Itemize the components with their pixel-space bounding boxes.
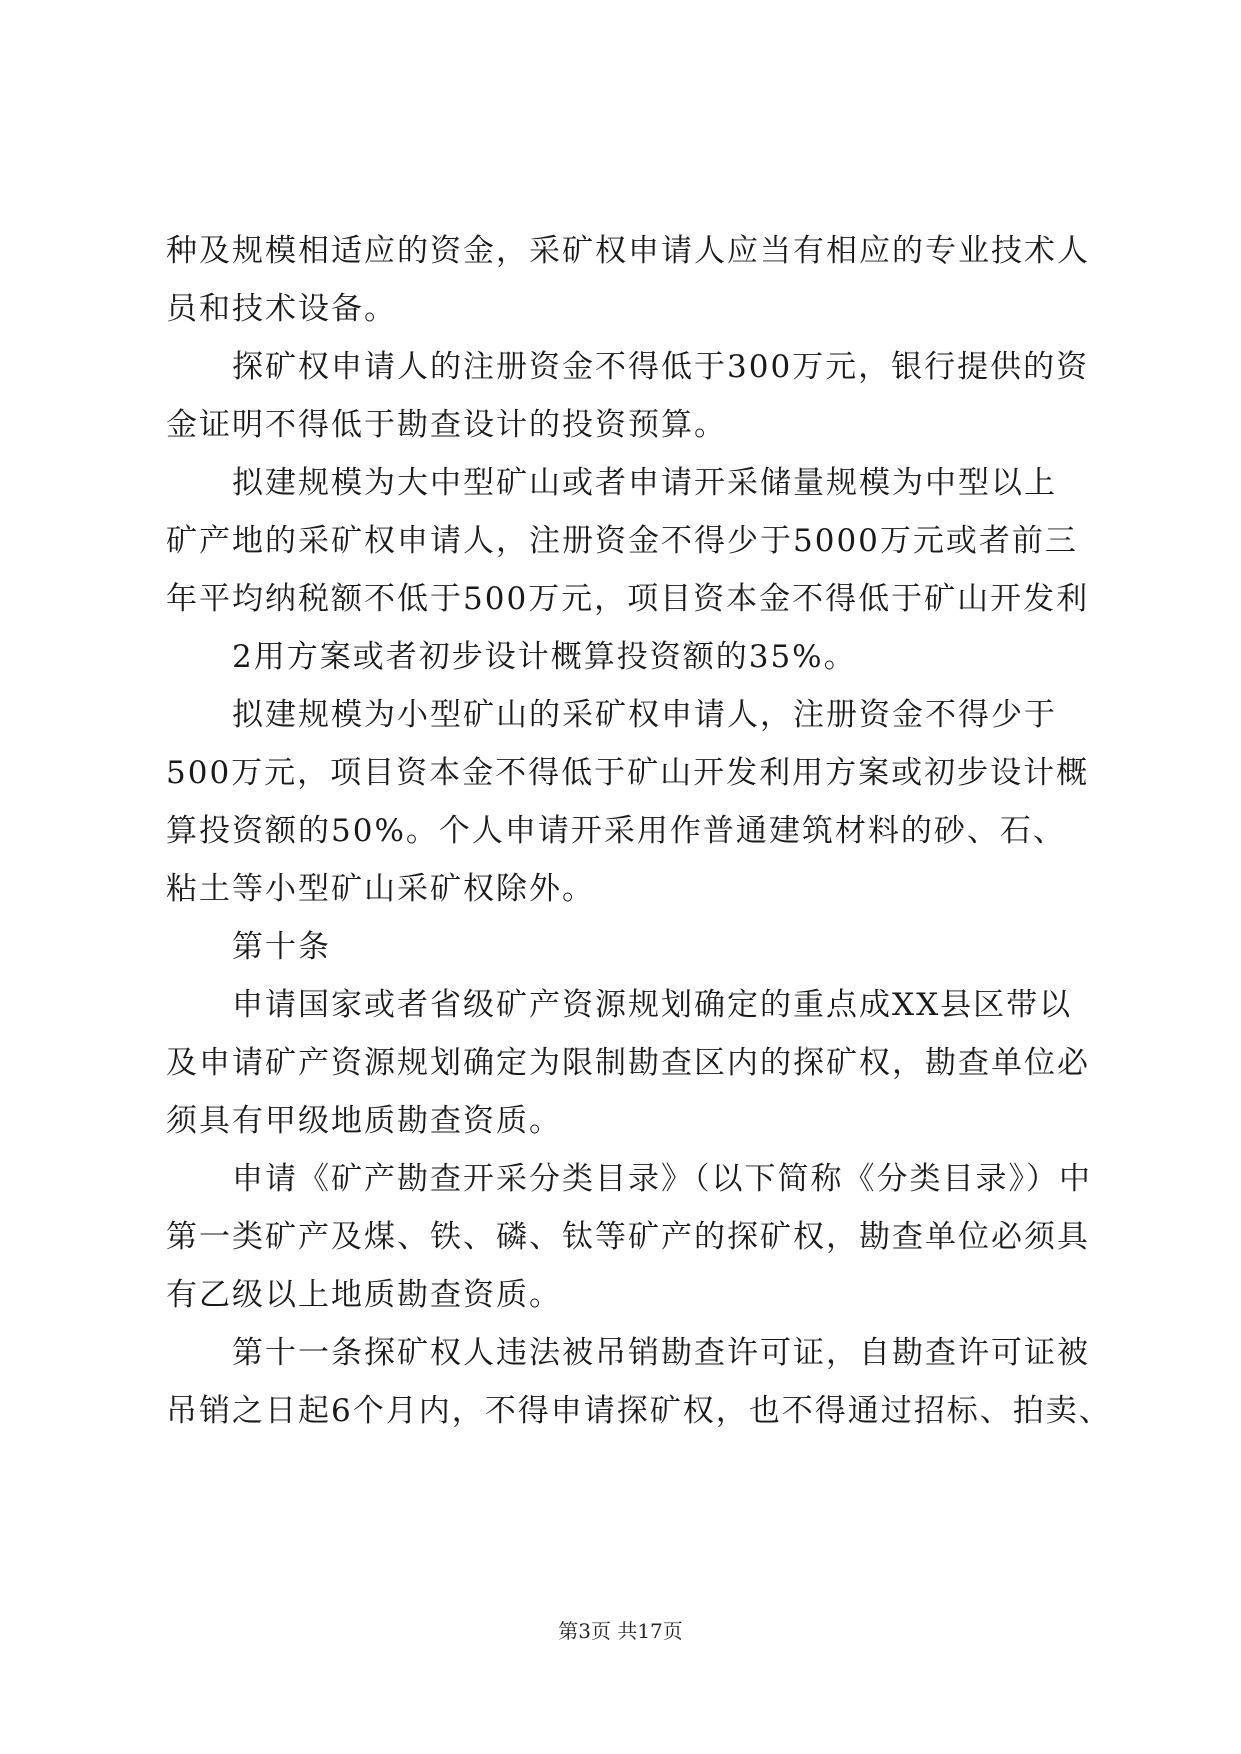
text-line: 年平均纳税额不低于500万元，项目资本金不得低于矿山开发利 [166, 581, 1090, 617]
text-line: 第一类矿产及煤、铁、磷、钛等矿产的探矿权，勘查单位必须具 [166, 1219, 1090, 1255]
document-body [166, 222, 1112, 1440]
text-line: 算投资额的50%。个人申请开采用作普通建筑材料的砂、石、 [166, 813, 1066, 849]
text-line: 吊销之日起6个月内，不得申请探矿权，也不得通过招标、拍卖、 [166, 1393, 1112, 1429]
text-line: 拟建规模为小型矿山的采矿权申请人，注册资金不得少于 [232, 697, 1057, 733]
text-line: 及申请矿产资源规划确定为限制勘查区内的探矿权，勘查单位必 [166, 1045, 1090, 1081]
section-heading: 第十条 [232, 929, 331, 965]
text-line: 有乙级以上地质勘查资质。 [166, 1277, 562, 1313]
text-line: 2用方案或者初步设计概算投资额的35%。 [232, 639, 857, 675]
text-line: 粘土等小型矿山采矿权除外。 [166, 871, 595, 907]
text-line: 探矿权申请人的注册资金不得低于300万元，银行提供的资 [232, 349, 1090, 385]
text-line: 金证明不得低于勘查设计的投资预算。 [166, 407, 727, 443]
text-line: 种及规模相适应的资金，采矿权申请人应当有相应的专业技术人 [166, 233, 1090, 269]
page-footer: 第3页 共17页 [558, 1619, 683, 1643]
text-line: 第十一条探矿权人违法被吊销勘查许可证，自勘查许可证被 [232, 1335, 1090, 1371]
text-line: 500万元，项目资本金不得低于矿山开发利用方案或初步设计概 [166, 755, 1090, 791]
text-line: 拟建规模为大中型矿山或者申请开采储量规模为中型以上 [232, 465, 1057, 501]
text-line: 员和技术设备。 [166, 291, 397, 327]
text-line: 须具有甲级地质勘查资质。 [166, 1103, 562, 1139]
text-line: 申请《矿产勘查开采分类目录》（以下简称《分类目录》）中 [232, 1161, 1092, 1197]
text-line: 矿产地的采矿权申请人，注册资金不得少于5000万元或者前三 [166, 523, 1078, 559]
text-line: 申请国家或者省级矿产资源规划确定的重点成XX县区带以 [232, 987, 1073, 1023]
